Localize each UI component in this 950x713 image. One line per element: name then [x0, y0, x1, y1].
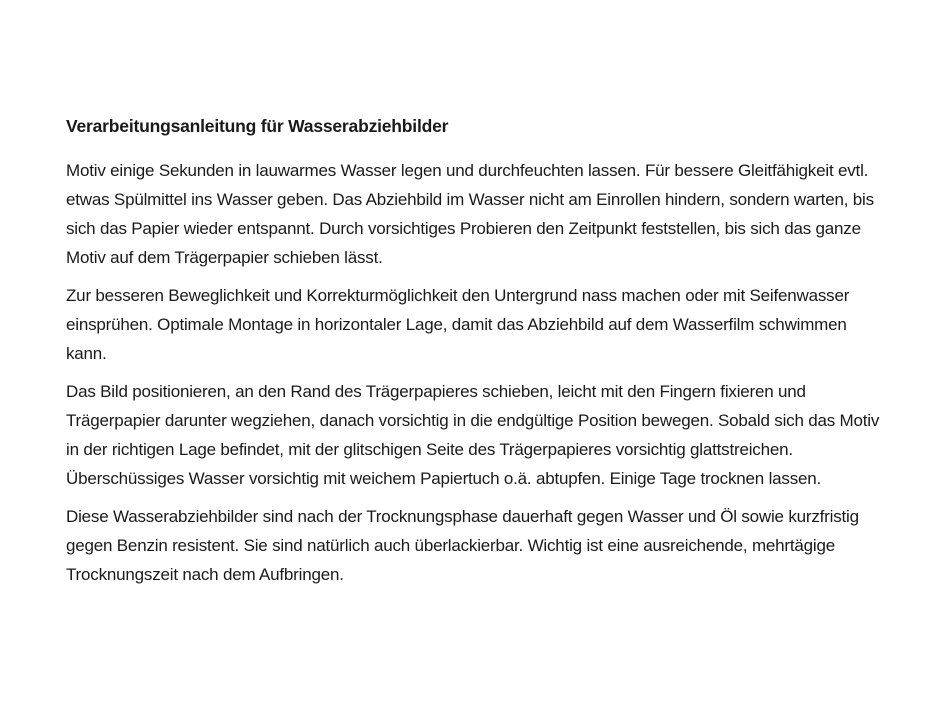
- document-title: Verarbeitungsanleitung für Wasserabziehbilder: [66, 116, 449, 136]
- paragraph-durability-notes: Diese Wasserabziehbilder sind nach der Trocknungsphase dauerhaft gegen Wasser und Öl sowie kurzfristig gegen Benzin resistent. Sie sind natürlich auch überlackierbar. Wichtig ist eine ausreichende, mehrtägige Trocknungszeit nach dem Aufbringen.: [66, 507, 859, 584]
- paragraph-soaking-instructions: Motiv einige Sekunden in lauwarmes Wasser legen und durchfeuchten lassen. Für bessere Gleitfähigkeit evtl. etwas Spülmittel ins Wasser geben. Das Abziehbild im Wasser nicht am Einrollen hindern, sondern warten, bis sich das Papier wieder entspannt. Durch vorsichtiges Probieren den Zeitpunkt feststellen, bis sich das ganze Motiv auf dem Trägerpapier schieben lässt.: [66, 161, 874, 267]
- paragraph-positioning-instructions: Das Bild positionieren, an den Rand des Trägerpapieres schieben, leicht mit den Fingern fixieren und Trägerpapier darunter wegziehen, danach vorsichtig in die endgültige Position bewegen. Sobald sich das Motiv in der richtigen Lage befindet, mit der glitschigen Seite des Trägerpapieres vorsichtig glattstreichen. Überschüssiges Wasser vorsichtig mit weichem Papiertuch o.ä. abtupfen. Einige Tage trocknen lassen.: [66, 382, 880, 488]
- paragraph-surface-preparation: Zur besseren Beweglichkeit und Korrekturmöglichkeit den Untergrund nass machen oder mit Seifenwasser einsprühen. Optimale Montage in horizontaler Lage, damit das Abziehbild auf dem Wasserfilm schwimmen kann.: [66, 286, 850, 363]
- document-content: [66, 115, 884, 598]
